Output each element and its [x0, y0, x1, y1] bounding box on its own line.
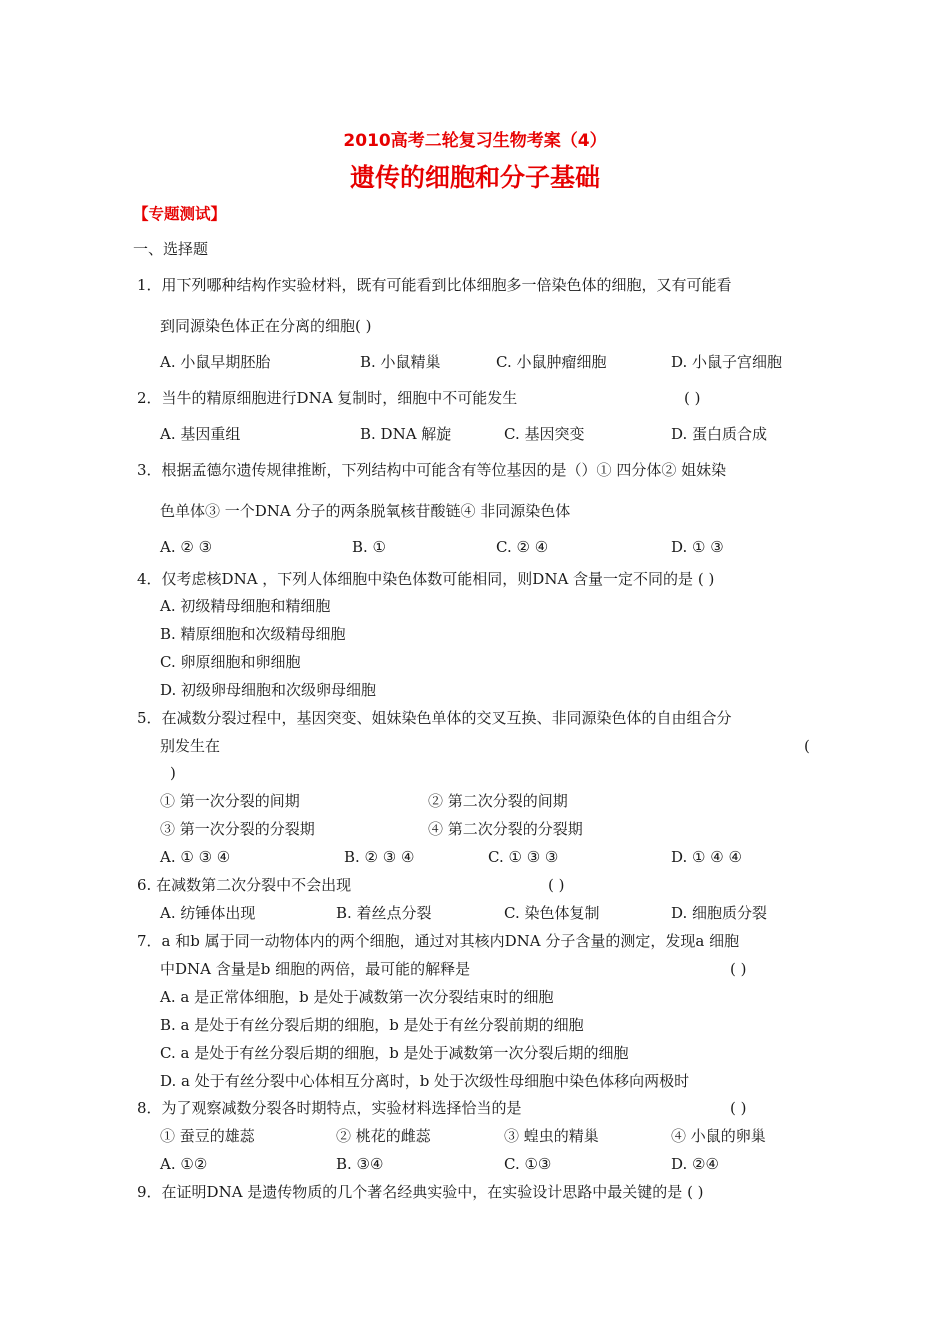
q5-item-4: ④ 第二次分裂的分裂期 [428, 820, 583, 838]
doc-subtitle: 遗传的细胞和分子基础 [349, 163, 600, 192]
question-3-line-1: 3．根据孟德尔遗传规律推断，下列结构中可能含有等位基因的是（）① 四分体② 姐妹染 [137, 461, 727, 479]
q8-option-b: B. ③④ [336, 1155, 384, 1173]
q6-option-c: C. 染色体复制 [504, 904, 600, 922]
q4-option-d: D. 初级卵母细胞和次级卵母细胞 [160, 681, 377, 699]
q3-option-b: B. ① [352, 538, 387, 556]
part-heading: 一、选择题 [133, 240, 209, 258]
q7-option-d: D. a 处于有丝分裂中心体相互分离时，b 处于次级性母细胞中染色体移向两极时 [160, 1072, 690, 1090]
q2-option-a: A. 基因重组 [160, 425, 241, 443]
q8-option-c: C. ①③ [504, 1155, 552, 1173]
q5-item-2: ② 第二次分裂的间期 [428, 792, 568, 810]
q5-item-1: ① 第一次分裂的间期 [160, 792, 300, 810]
q8-item-2: ② 桃花的雌蕊 [336, 1127, 431, 1145]
q1-option-b: B. 小鼠精巢 [360, 353, 441, 371]
q5-option-b: B. ② ③ ④ [344, 848, 415, 866]
question-7-line-2: 中DNA 含量是b 细胞的两倍，最可能的解释是 [160, 960, 471, 978]
q3-option-d: D. ① ③ [671, 538, 724, 556]
q8-item-4: ④ 小鼠的卵巢 [671, 1127, 766, 1145]
q5-bracket-open: ( [804, 737, 810, 755]
q8-item-1: ① 蚕豆的雄蕊 [160, 1127, 255, 1145]
q5-option-a: A. ① ③ ④ [160, 848, 231, 866]
q7-answer-bracket: ( ) [730, 960, 747, 978]
q2-option-d: D. 蛋白质合成 [671, 425, 768, 443]
q8-option-d: D. ②④ [671, 1155, 719, 1173]
question-2-line-1: 2．当牛的精原细胞进行DNA 复制时，细胞中不可能发生 [137, 389, 518, 407]
q5-bracket-close: ) [170, 764, 176, 782]
q6-option-b: B. 着丝点分裂 [336, 904, 432, 922]
q4-option-b: B. 精原细胞和次级精母细胞 [160, 625, 346, 643]
q4-option-a: A. 初级精母细胞和精细胞 [160, 597, 331, 615]
q6-option-a: A. 纺锤体出现 [160, 904, 256, 922]
question-5-line-2: 别发生在 [160, 737, 221, 755]
q8-answer-bracket: ( ) [730, 1099, 747, 1117]
question-5-line-1: 5．在减数分裂过程中，基因突变、姐妹染色单体的交叉互换、非同源染色体的自由组合分 [137, 709, 732, 727]
q7-option-c: C. a 是处于有丝分裂后期的细胞，b 是处于减数第一次分裂后期的细胞 [160, 1044, 629, 1062]
q1-option-a: A. 小鼠早期胚胎 [160, 353, 271, 371]
q1-option-d: D. 小鼠子宫细胞 [671, 353, 783, 371]
q6-answer-bracket: ( ) [548, 876, 565, 894]
q6-option-d: D. 细胞质分裂 [671, 904, 768, 922]
q1-option-c: C. 小鼠肿瘤细胞 [496, 353, 607, 371]
q2-answer-bracket: ( ) [684, 389, 701, 407]
doc-title: 2010高考二轮复习生物考案（4） [343, 131, 607, 151]
question-1-line-2: 到同源染色体正在分离的细胞( ) [160, 317, 372, 335]
q3-option-a: A. ② ③ [160, 538, 213, 556]
q2-option-b: B. DNA 解旋 [360, 425, 452, 443]
question-6-line-1: 6. 在减数第二次分裂中不会出现 [137, 876, 352, 894]
q7-option-b: B. a 是处于有丝分裂后期的细胞，b 是处于有丝分裂前期的细胞 [160, 1016, 584, 1034]
question-9-line-1: 9．在证明DNA 是遗传物质的几个著名经典实验中，在实验设计思路中最关键的是 ( ) [137, 1183, 704, 1201]
q7-option-a: A. a 是正常体细胞，b 是处于减数第一次分裂结束时的细胞 [160, 988, 554, 1006]
question-4-line-1: 4．仅考虑核DNA ，下列人体细胞中染色体数可能相同，则DNA 含量一定不同的是 ( ) [137, 570, 715, 588]
q5-option-d: D. ① ④ ④ [671, 848, 742, 866]
question-8-line-1: 8．为了观察减数分裂各时期特点，实验材料选择恰当的是 [137, 1099, 522, 1117]
q5-item-3: ③ 第一次分裂的分裂期 [160, 820, 315, 838]
question-3-line-2: 色单体③ 一个DNA 分子的两条脱氧核苷酸链④ 非同源染色体 [160, 502, 571, 520]
q5-option-c: C. ① ③ ③ [488, 848, 559, 866]
q8-option-a: A. ①② [160, 1155, 208, 1173]
question-7-line-1: 7．a 和b 属于同一动物体内的两个细胞，通过对其核内DNA 分子含量的测定，发现a 细胞 [137, 932, 740, 950]
q4-option-c: C. 卵原细胞和卵细胞 [160, 653, 301, 671]
section-heading: 【专题测试】 [133, 205, 227, 223]
question-1-line-1: 1．用下列哪种结构作实验材料，既有可能看到比体细胞多一倍染色体的细胞，又有可能看 [137, 276, 732, 294]
q2-option-c: C. 基因突变 [504, 425, 585, 443]
q8-item-3: ③ 蝗虫的精巢 [504, 1127, 599, 1145]
q3-option-c: C. ② ④ [496, 538, 549, 556]
